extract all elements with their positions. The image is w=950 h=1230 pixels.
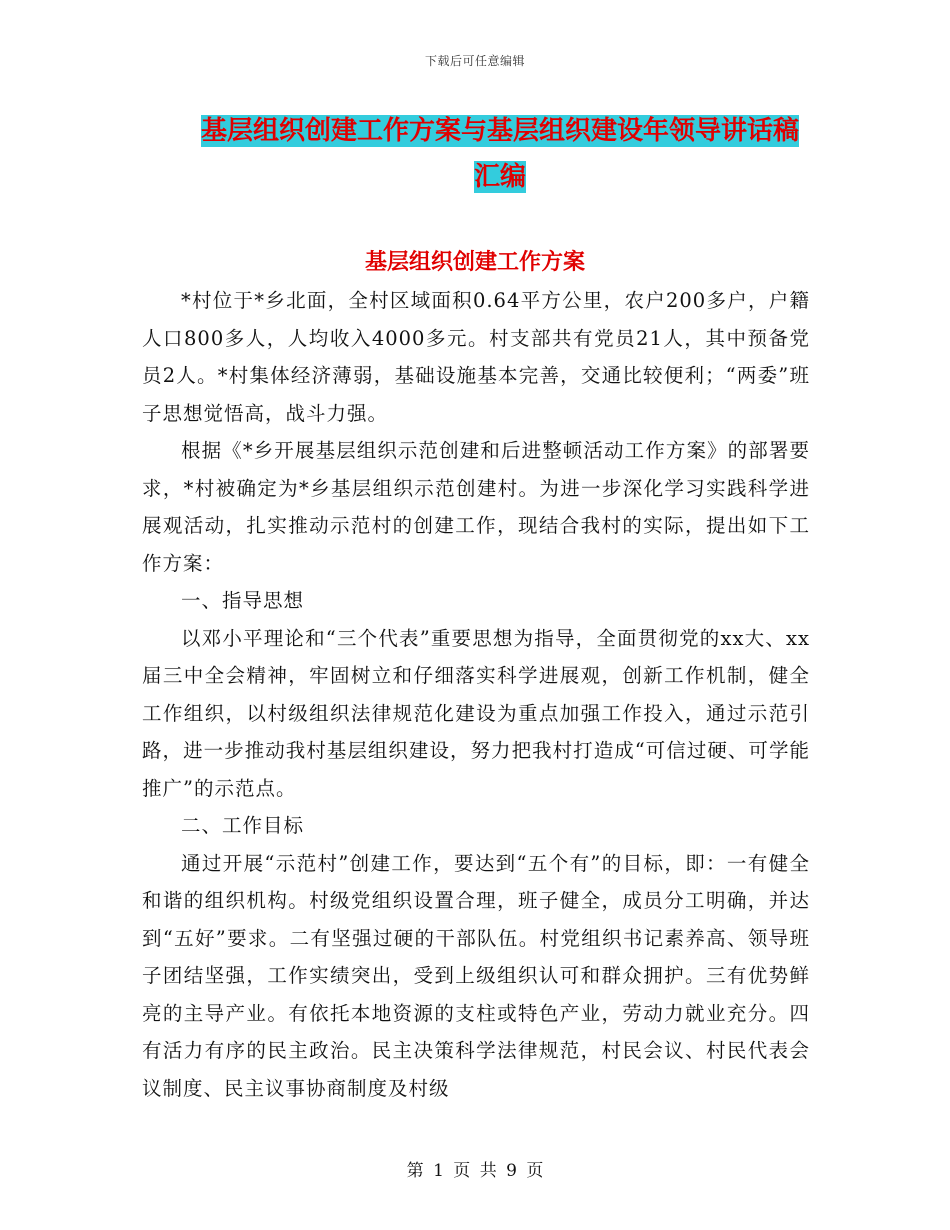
heading-guiding-ideology: 一、指导思想 xyxy=(181,589,305,612)
title-line-1: 基层组织创建工作方案与基层组织建设年领导讲话稿 xyxy=(200,116,799,146)
document-title xyxy=(150,108,850,200)
header-note: 下载后可任意编辑 xyxy=(424,54,525,68)
paragraph-intro: *村位于*乡北面，全村区域面积0.64平方公里，农户200多户，户籍人口800多人，人均收入4000多元。村支部共有党员21人，其中预备党员2人。*村集体经济薄弱，基础设施基本完善，交通比较便利；“两委”班子思想觉悟高，战斗力强。 xyxy=(142,289,810,425)
paragraph-work-goals: 通过开展“示范村”创建工作，要达到“五个有”的目标，即：一有健全和谐的组织机构。村级党组织设置合理，班子健全，成员分工明确，并达到“五好”要求。二有坚强过硬的干部队伍。村党组织书记素养高、领导班子团结坚强，工作实绩突出，受到上级组织认可和群众拥护。三有优势鲜亮的主导产业。有依托本地资源的支柱或特色产业，劳动力就业充分。四有活力有序的民主政治。民主决策科学法律规范，村民会议、村民代表会议制度、民主议事协商制度及村级 xyxy=(142,851,810,1100)
document-body xyxy=(142,282,810,1107)
title-line-2: 汇编 xyxy=(473,162,526,192)
paragraph-basis: 根据《*乡开展基层组织示范创建和后进整顿活动工作方案》的部署要求，*村被确定为*乡基层组织示范创建村。为进一步深化学习实践科学进展观活动，扎实推动示范村的创建工作，现结合我村的实际，提出如下工作方案： xyxy=(142,439,810,575)
heading-work-goals: 二、工作目标 xyxy=(181,814,305,837)
page-footer: 第 1 页 共 9 页 xyxy=(406,1161,544,1181)
paragraph-guiding-ideology: 以邓小平理论和“三个代表”重要思想为指导，全面贯彻党的xx大、xx届三中全会精神，牢固树立和仔细落实科学进展观，创新工作机制，健全工作组织，以村级组织法律规范化建设为重点加强工作投入，通过示范引路，进一步推动我村基层组织建设，努力把我村打造成“可信过硬、可学能推广”的示范点。 xyxy=(142,626,810,800)
section-title: 基层组织创建工作方案 xyxy=(364,249,585,275)
